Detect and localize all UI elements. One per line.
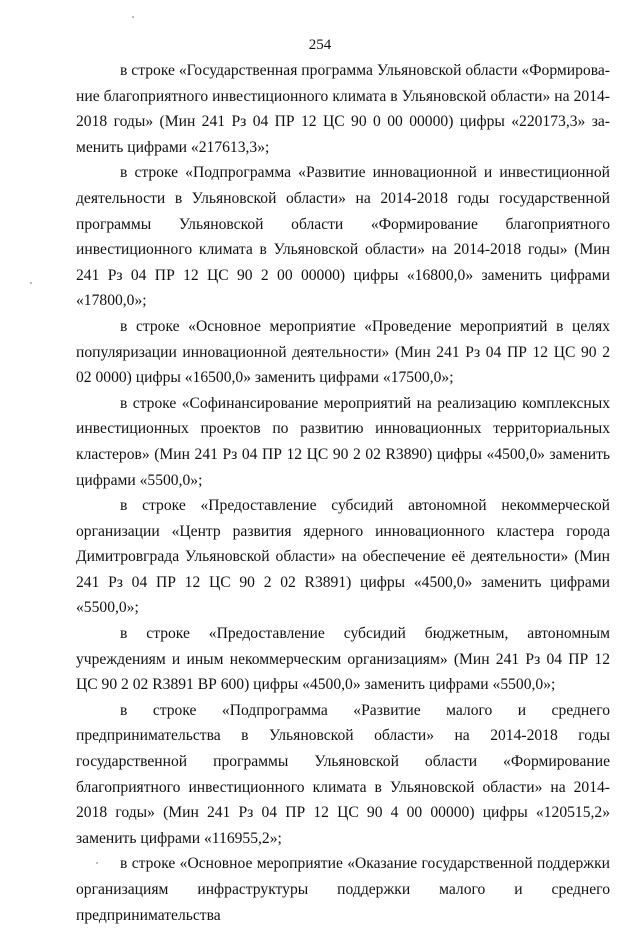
scan-speck: [30, 282, 32, 284]
paragraph: в строке «Основное мероприятие «Оказание государственной поддержки организациям инфраструктуры поддержки малого и среднего предпринимательства: [76, 855, 610, 924]
paragraph: в строке «Предоставление субсидий бюджетным, автономным учреждениям и иным некоммерческим организациям» (Мин 241 Рз 04 ПР 12 ЦС 90 2 02 R3891 ВР 600) цифры «4500,0» заменить цифрами «5500,0»;: [76, 625, 610, 694]
document-body: [76, 58, 610, 928]
paragraph: в строке «Государственная программа Ульяновской области «Формирование благоприятного инвестиционного климата в Ульяновской области» на 2014-2018 годы» (Мин 241 Рз 04 ПР 12 ЦС 90 0 00 00000) цифры «220173,3» заменить цифрами «217613,3»;: [76, 62, 610, 156]
page-number: 254: [308, 37, 332, 53]
paragraph: в строке «Подпрограмма «Развитие малого и среднего предпринимательства в Ульяновской области» на 2014-2018 годы государственной программы Ульяновской области «Формирование благоприятного инвестиционного климата в Ульяновской области» на 2014-2018 годы» (Мин 241 Рз 04 ПР 12 ЦС 90 4 00 00000) цифры «120515,2» заменить цифрами «116955,2»;: [76, 701, 610, 847]
scan-speck: [132, 16, 134, 18]
paragraph: в строке «Основное мероприятие «Проведение мероприятий в целях популяризации инновационной деятельности» (Мин 241 Рз 04 ПР 12 ЦС 90 2 02 0000) цифры «16500,0» заменить цифрами «17500,0»;: [76, 317, 610, 387]
paragraph: в строке «Софинансирование мероприятий на реализацию комплексных инвестиционных проектов по развитию инновационных территориальных кластеров» (Мин 241 Рз 04 ПР 12 ЦС 90 2 02 R3890) цифры «4500,0» заменить цифрами «5500,0»;: [76, 394, 610, 489]
paragraph: в строке «Предоставление субсидий автономной некоммерческой организации «Центр развития ядерного инновационного кластера города Димитровграда Ульяновской области» на обеспечение её деятельности» (Мин 241 Рз 04 ПР 12 ЦС 90 2 02 R3891) цифры «4500,0» заменить цифрами «5500,0»;: [76, 497, 610, 617]
scan-speck: [96, 862, 98, 864]
paragraph: в строке «Подпрограмма «Развитие инновационной и инвестиционной деятельности в Ульяновской области» на 2014-2018 годы государственной программы Ульяновской области «Формирование благоприятного инвестиционного климата в Ульяновской области» на 2014-2018 годы» (Мин 241 Рз 04 ПР 12 ЦС 90 2 00 00000) цифры «16800,0» заменить цифрами «17800,0»;: [76, 164, 610, 310]
